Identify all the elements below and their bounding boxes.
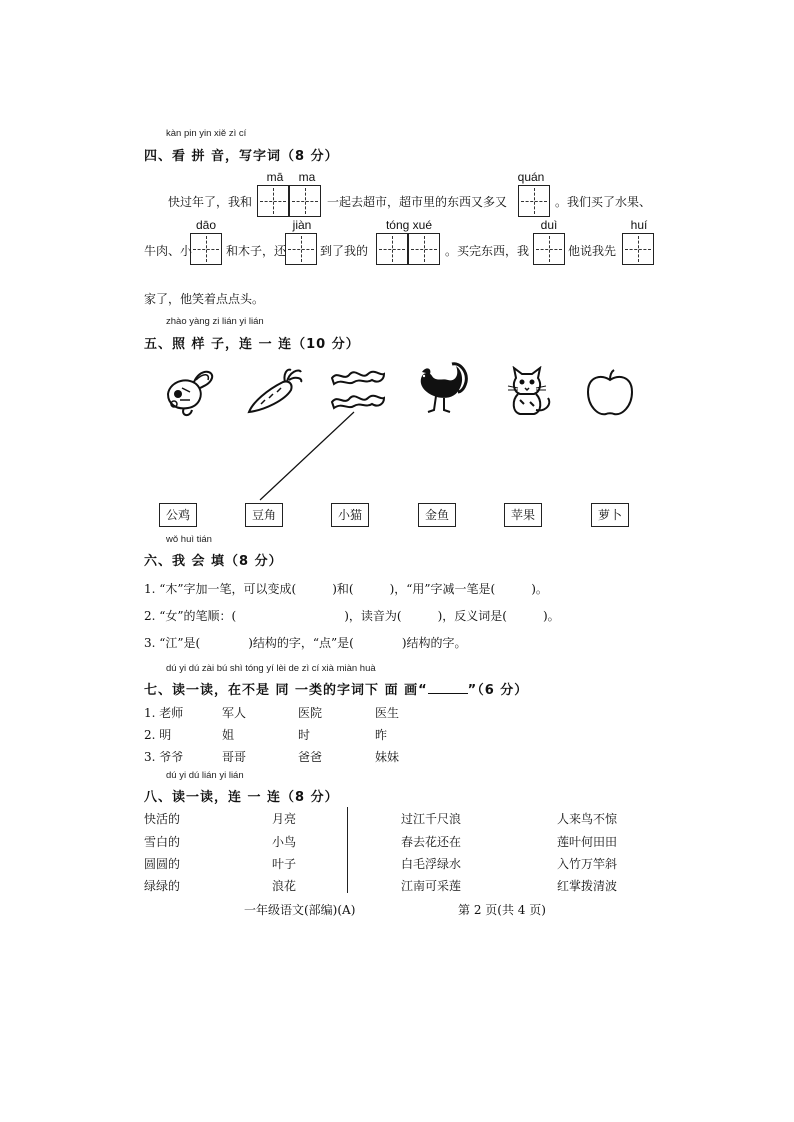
section-divider xyxy=(347,807,348,893)
writing-cell-dui[interactable] xyxy=(533,233,565,265)
apple-picture[interactable] xyxy=(584,368,636,418)
s8-left-a-3[interactable]: 圆圆的 xyxy=(144,857,181,871)
s7-row1-c3[interactable]: 医院 xyxy=(298,706,323,720)
cat-picture[interactable] xyxy=(500,366,556,418)
word-box-gongji[interactable]: 公鸡 xyxy=(159,503,197,527)
writing-cell-hui[interactable] xyxy=(622,233,654,265)
pinyin-ma1: mā xyxy=(266,170,284,184)
s7-row1-c1[interactable]: 1. 老师 xyxy=(144,706,184,720)
s8-left-a-1[interactable]: 快活的 xyxy=(144,812,181,826)
word-box-doujiao[interactable]: 豆角 xyxy=(245,503,283,527)
s4-line2-b: 和木子，还 xyxy=(226,244,287,258)
pinyin-hui: huí xyxy=(630,218,648,232)
footer-subject: 一年级语文(部编)(A) xyxy=(244,903,356,917)
s8-left-a-2[interactable]: 雪白的 xyxy=(144,835,181,849)
s6-question-3: 3. “江”是( )结构的字，“点”是( )结构的字。 xyxy=(144,636,467,650)
s8-right-b-3[interactable]: 入竹万竿斜 xyxy=(557,857,618,871)
s7-title xyxy=(144,679,528,698)
s8-right-b-4[interactable]: 红掌拨清波 xyxy=(557,879,618,893)
goldfish-picture[interactable] xyxy=(160,364,218,419)
pinyin-dui: duì xyxy=(540,218,558,232)
s8-title: 八、读一读，连 一 连（8 分） xyxy=(144,790,339,805)
s4-pinyin: kàn pin yin xiě zì cí xyxy=(166,128,247,139)
s4-line1-post: 。我们买了水果、 xyxy=(555,195,652,209)
s4-line1-pre: 快过年了，我和 xyxy=(168,195,253,209)
word-box-luobo[interactable]: 萝卜 xyxy=(591,503,629,527)
s8-right-a-4[interactable]: 江南可采莲 xyxy=(401,879,462,893)
writing-cell-xue[interactable] xyxy=(408,233,440,265)
s7-title-b: ”（6 分） xyxy=(467,683,529,698)
pinyin-ma2: ma xyxy=(298,170,316,184)
s8-right-a-3[interactable]: 白毛浮绿水 xyxy=(401,857,462,871)
rooster-picture[interactable] xyxy=(414,362,470,418)
s7-row1-c2[interactable]: 军人 xyxy=(222,706,247,720)
word-box-pingguo[interactable]: 苹果 xyxy=(504,503,542,527)
s6-pinyin: wǒ huì tián xyxy=(166,534,212,545)
s8-right-b-2[interactable]: 莲叶何田田 xyxy=(557,835,618,849)
s6-question-1: 1. “木”字加一笔，可以变成( )和( )，“用”字减一笔是( )。 xyxy=(144,582,548,596)
s7-row2-c3[interactable]: 时 xyxy=(298,728,311,742)
footer-page-number: 第 2 页(共 4 页) xyxy=(458,903,546,917)
s7-row1-c4[interactable]: 医生 xyxy=(375,706,400,720)
s7-row2-c2[interactable]: 姐 xyxy=(222,728,235,742)
s7-row3-c3[interactable]: 爸爸 xyxy=(298,750,323,764)
pinyin-jian: jiàn xyxy=(292,218,312,232)
writing-cell-quan[interactable] xyxy=(518,185,550,217)
s7-pinyin: dú yi dú zài bú shì tóng yí lèi de zì cí xià miàn huà xyxy=(166,663,376,674)
writing-cell-tong[interactable] xyxy=(376,233,408,265)
s8-left-b-1[interactable]: 月亮 xyxy=(272,812,297,826)
writing-cell-jian[interactable] xyxy=(285,233,317,265)
s5-pinyin: zhào yàng zi lián yi lián xyxy=(166,316,264,327)
s8-right-a-1[interactable]: 过江千尺浪 xyxy=(401,812,462,826)
pinyin-dao: dāo xyxy=(195,218,217,232)
s8-left-a-4[interactable]: 绿绿的 xyxy=(144,879,181,893)
s4-line2-e: 他说我先 xyxy=(568,244,617,258)
s6-question-2: 2. “女”的笔顺：( )，读音为( )，反义词是( )。 xyxy=(144,609,560,623)
word-box-jinyu[interactable]: 金鱼 xyxy=(418,503,456,527)
s7-row3-c2[interactable]: 哥哥 xyxy=(222,750,247,764)
example-connection-line xyxy=(250,408,360,504)
word-box-xiaomao[interactable]: 小猫 xyxy=(331,503,369,527)
s7-row3-c1[interactable]: 3. 爷爷 xyxy=(144,750,184,764)
s7-row2-c4[interactable]: 昨 xyxy=(375,728,388,742)
s4-line2-c: 到了我的 xyxy=(320,244,369,258)
s4-line1-mid: 一起去超市，超市里的东西又多又 xyxy=(327,195,508,209)
s8-left-b-4[interactable]: 浪花 xyxy=(272,879,297,893)
writing-cell-ma1[interactable] xyxy=(257,185,289,217)
s7-row2-c1[interactable]: 2. 明 xyxy=(144,728,172,742)
s4-line2-d: 。买完东西，我 xyxy=(445,244,530,258)
s4-line3: 家了，他笑着点点头。 xyxy=(144,292,265,306)
s8-right-a-2[interactable]: 春去花还在 xyxy=(401,835,462,849)
pinyin-quan: quán xyxy=(517,170,545,184)
s8-left-b-3[interactable]: 叶子 xyxy=(272,857,297,871)
s5-title: 五、照 样 子，连 一 连（10 分） xyxy=(144,337,360,352)
s7-row3-c4[interactable]: 妹妹 xyxy=(375,750,400,764)
writing-cell-dao[interactable] xyxy=(190,233,222,265)
s4-title: 四、看 拼 音，写字词（8 分） xyxy=(144,149,339,164)
s6-title: 六、我 会 填（8 分） xyxy=(144,554,283,569)
s8-right-b-1[interactable]: 人来鸟不惊 xyxy=(557,812,618,826)
writing-cell-ma2[interactable] xyxy=(289,185,321,217)
s7-title-a: 七、读一读，在不是 同 一类的字词下 面 画“ xyxy=(144,683,428,698)
s4-line2-a: 牛肉、小 xyxy=(144,244,193,258)
s8-left-b-2[interactable]: 小鸟 xyxy=(272,835,297,849)
underline-sample xyxy=(428,683,468,694)
pinyin-tongxue: tóng xué xyxy=(385,218,433,232)
s8-pinyin: dú yi dú lián yi lián xyxy=(166,770,244,781)
